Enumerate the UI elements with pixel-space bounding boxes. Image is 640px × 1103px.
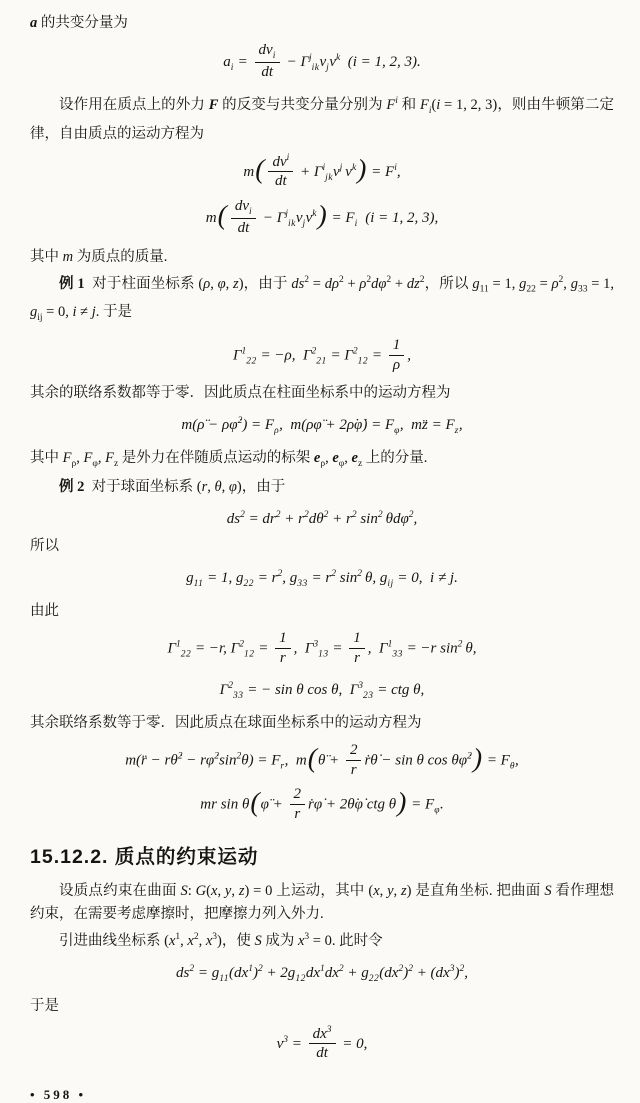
eq-motion-cylindrical: m(ρ̈ − ρφ̇$^2$) = $F_\rho$, m(ρφ̈ + 2ρ̇φ̇) = $F_\varphi$, mz̈ = $F_z$, bbox=[181, 416, 463, 437]
eq-motion-covariant: m( $dv_i$ dt − $\Gamma^j_{ik}v_jv^k) = F_i$ (i = 1, 2, 3), bbox=[205, 197, 439, 237]
eq-velocity-constraint: $v^3$ = $\frac{dx^3}{dt}$ = 0, bbox=[276, 1024, 368, 1062]
para-external-force: 设作用在质点上的外力 F 的反变与共变分量分别为 $F^i$ 和 $F_i(i = 1$, 2, 3)，则由牛顿第二定律，自由质点的运动方程为 bbox=[30, 95, 615, 142]
para-mass: 其中 m 为质点的质量. bbox=[30, 248, 168, 265]
eq-christoffel-spherical-1: $\Gamma^1_{22} = -r$, $\Gamma^2_{12}$ = $\frac{1}{r}$ , $\Gamma^3_{13}$ = $\frac{1}{r}$ , $\Gamma^1_{33} = -r$ $\sin^2 \theta$, bbox=[167, 630, 477, 666]
lead-line: a 的共变分量为 bbox=[30, 15, 128, 31]
para-other-coeffs-zero: 其余的联络系数都等于零．因此质点在柱面坐标系中的运动方程为 bbox=[30, 385, 451, 402]
eq-motion-spherical-1: m(r̈ − rθ̇$^2$ − $r\varphi̇^2\sin^2\theta) = F_r$, m(θ̈ + $\frac{2}{r}$ ṙθ̇ − sin θ cos θφ̇$^2$) = $F_\theta$, bbox=[125, 742, 519, 778]
connective-suoyi: 所以 bbox=[30, 538, 59, 555]
para-example-2: 例 2 对于球面坐标系 (r, θ, φ)，由于 bbox=[59, 479, 286, 496]
para-remaining-zero: 其余联络系数等于零．因此质点在球面坐标系中的运动方程为 bbox=[30, 715, 422, 732]
eq-christoffel-cylindrical: $\Gamma^1_{22} = -\rho$, $\Gamma^2_{21} = \Gamma^2_{12}$ = $\frac{1}{\rho}$ , bbox=[232, 337, 412, 373]
connective-youci: 由此 bbox=[30, 603, 59, 620]
para-constraint-surface: 设质点约束在曲面 S: G(x, y, z) = 0 上运动，其中 (x, y, z) 是直角坐标. 把曲面 S 看作理想约束，在需要考虑摩擦时，把摩擦力列入外力. bbox=[30, 883, 615, 923]
eq-covariant-acceleration: $a_i$ = $dv_i$ dt − $\Gamma^j_{ik}v_jv^k$ (i = 1, 2, 3). bbox=[223, 42, 421, 81]
page-number: • 598 • bbox=[30, 1086, 87, 1102]
connective-yushi: 于是 bbox=[30, 997, 59, 1014]
para-curvilinear-coords: 引进曲线坐标系 ($x^1$, $x^2$, $x^3$)，使 S 成为 $x^3 = 0$. 此时令 bbox=[59, 932, 383, 949]
section-heading: 15.12.2. 质点的约束运动 bbox=[30, 846, 259, 869]
eq-motion-contravariant: m( $dv^i$ dt + $\Gamma^i_{jk}v^j$ $v^k) = F^i$, bbox=[243, 152, 401, 190]
eq-christoffel-spherical-2: $\Gamma^2_{33}$ = − sin θ cos θ, $\Gamma^3_{23}$ = ctg θ, bbox=[219, 681, 425, 702]
eq-line-element-constraint: $ds^2 = g_{11}(dx^1)^2 + 2g_{12}dx^1dx^2 + g_{22}(dx^2)^2 + (dx^3)^2$, bbox=[176, 963, 468, 984]
eq-line-element-spherical: $ds^2 = dr^2 + r^2d\theta^2 + r^2$ $\sin^2 \theta d\varphi^2$, bbox=[226, 510, 418, 528]
eq-metric-spherical: $g_{11} = 1$, $g_{22} = r^2$, $g_{33} = r^2$ $\sin^2 \theta$, $g_{ij} = 0$, i ≠ j. bbox=[186, 569, 458, 590]
para-example-1: 例 1 对于柱面坐标系 (ρ, φ, z)，由于 $ds^2 = d\rho^2 + \rho^2d\varphi^2 + dz^2$，所以 $g_{11} = 1$, $g_{22} = \rho^2$, $g_{33} = 1$, $g_{ij} = 0$, i ≠ j. 于是 bbox=[30, 274, 615, 324]
para-frame-components: 其中 $F_\rho$, $F_\varphi$, $F_z$ 是外力在伴随质点运动的标架 $e_\rho$, $e_\varphi$, $e_z$ 上的分量. bbox=[30, 450, 428, 470]
eq-motion-spherical-2: mr sin θ(φ̈ + $\frac{2}{r}$ ṙφ̇ + 2θ̇φ̇ ctg $\theta) = F_\varphi$. bbox=[200, 786, 444, 822]
